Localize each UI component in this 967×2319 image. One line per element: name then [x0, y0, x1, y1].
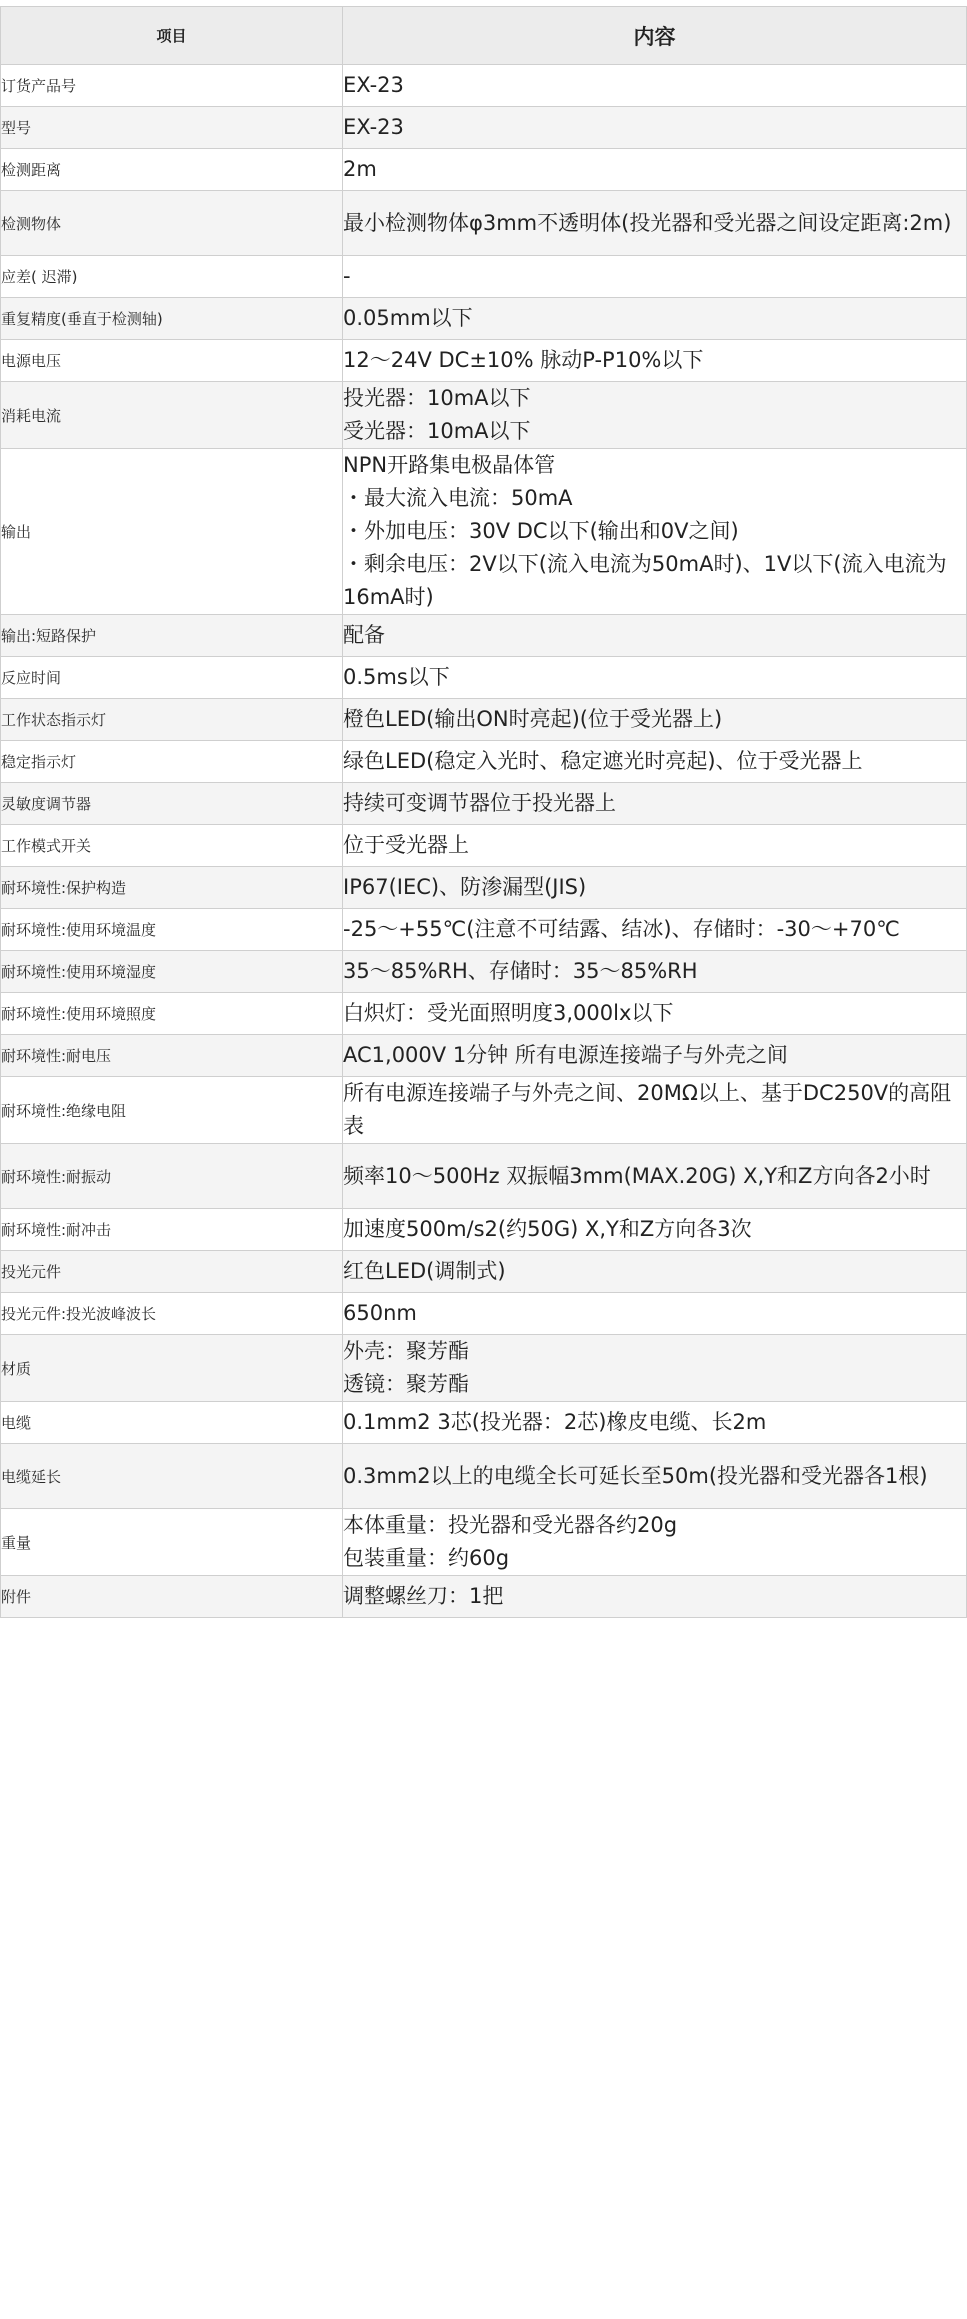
row-value-line: 35～85%RH、存储时：35～85%RH — [343, 959, 698, 983]
row-label: 工作模式开关 — [1, 825, 343, 867]
row-value — [343, 107, 967, 149]
table-row — [1, 1251, 967, 1293]
table-row — [1, 783, 967, 825]
row-value-line: ・剩余电压：2V以下(流入电流为50mA时)、1V以下(流入电流为16mA时) — [343, 552, 947, 609]
row-value — [343, 1293, 967, 1335]
table-row — [1, 1077, 967, 1144]
row-value — [343, 741, 967, 783]
row-value-line: 12～24V DC±10% 脉动P-P10%以下 — [343, 348, 704, 372]
row-value — [343, 449, 967, 615]
table-row — [1, 741, 967, 783]
row-value-line: ・最大流入电流：50mA — [343, 486, 573, 510]
table-row — [1, 382, 967, 449]
table-row — [1, 1402, 967, 1444]
row-label: 耐环境性:保护构造 — [1, 867, 343, 909]
row-label: 输出 — [1, 449, 343, 615]
table-row — [1, 449, 967, 615]
row-value — [343, 1077, 967, 1144]
row-value-line: 投光器：10mA以下 — [343, 386, 531, 410]
row-value — [343, 1509, 967, 1576]
row-label: 耐环境性:使用环境温度 — [1, 909, 343, 951]
row-value — [343, 699, 967, 741]
row-value-line: -25～+55℃(注意不可结露、结冰)、存储时：-30～+70℃ — [343, 917, 900, 941]
row-value-line: 0.1mm2 3芯(投光器：2芯)橡皮电缆、长2m — [343, 1410, 767, 1434]
row-label: 投光元件 — [1, 1251, 343, 1293]
row-value — [343, 993, 967, 1035]
row-label: 电源电压 — [1, 340, 343, 382]
table-row — [1, 1144, 967, 1209]
table-row — [1, 951, 967, 993]
row-value-line: 配备 — [343, 623, 385, 647]
row-value-line: EX-23 — [343, 73, 404, 97]
row-value-line: 所有电源连接端子与外壳之间、20MΩ以上、基于DC250V的高阻表 — [343, 1081, 952, 1138]
row-value-line: 本体重量：投光器和受光器各约20g — [343, 1513, 678, 1537]
row-value — [343, 1144, 967, 1209]
row-label: 检测物体 — [1, 191, 343, 256]
table-row — [1, 107, 967, 149]
row-value-line: 白炽灯：受光面照明度3,000lx以下 — [343, 1001, 674, 1025]
row-value — [343, 1335, 967, 1402]
row-value — [343, 615, 967, 657]
row-label: 灵敏度调节器 — [1, 783, 343, 825]
row-label: 重复精度(垂直于检测轴) — [1, 298, 343, 340]
row-value-line: 受光器：10mA以下 — [343, 419, 531, 443]
table-row — [1, 909, 967, 951]
row-value — [343, 340, 967, 382]
row-value — [343, 1251, 967, 1293]
table-row — [1, 1576, 967, 1618]
table-row — [1, 699, 967, 741]
row-label: 耐环境性:使用环境湿度 — [1, 951, 343, 993]
row-value-line: 加速度500m/s2(约50G) X,Y和Z方向各3次 — [343, 1217, 752, 1241]
header-item: 项目 — [1, 7, 343, 65]
row-label: 工作状态指示灯 — [1, 699, 343, 741]
row-value — [343, 149, 967, 191]
row-value-line: 持续可变调节器位于投光器上 — [343, 791, 616, 815]
row-value-line: 橙色LED(输出ON时亮起)(位于受光器上) — [343, 707, 723, 731]
row-value-line: 0.5ms以下 — [343, 665, 450, 689]
row-value-line: 频率10～500Hz 双振幅3mm(MAX.20G) X,Y和Z方向各2小时 — [343, 1163, 931, 1188]
row-label: 订货产品号 — [1, 65, 343, 107]
row-label: 电缆 — [1, 1402, 343, 1444]
table-body — [1, 65, 967, 1618]
row-value — [343, 298, 967, 340]
row-label: 投光元件:投光波峰波长 — [1, 1293, 343, 1335]
row-value-line: 红色LED(调制式) — [343, 1259, 506, 1283]
row-value-line: 0.05mm以下 — [343, 306, 473, 330]
row-value — [343, 825, 967, 867]
table-row — [1, 1035, 967, 1077]
row-label: 附件 — [1, 1576, 343, 1618]
row-value — [343, 65, 967, 107]
header-content: 内容 — [343, 7, 967, 65]
row-value-line: 0.3mm2以上的电缆全长可延长至50m(投光器和受光器各1根) — [343, 1463, 928, 1488]
row-label: 应差( 迟滞) — [1, 256, 343, 298]
row-value-line: EX-23 — [343, 115, 404, 139]
row-value — [343, 1444, 967, 1509]
row-value — [343, 256, 967, 298]
table-row — [1, 1209, 967, 1251]
table-row — [1, 256, 967, 298]
row-value-line: 包装重量：约60g — [343, 1546, 510, 1570]
row-label: 耐环境性:耐冲击 — [1, 1209, 343, 1251]
row-value — [343, 867, 967, 909]
row-value-line: 2m — [343, 157, 377, 181]
table-row — [1, 1293, 967, 1335]
row-value — [343, 382, 967, 449]
table-row — [1, 867, 967, 909]
row-value — [343, 1576, 967, 1618]
row-label: 耐环境性:绝缘电阻 — [1, 1077, 343, 1144]
row-value-line: 位于受光器上 — [343, 833, 469, 857]
row-label: 输出:短路保护 — [1, 615, 343, 657]
row-value — [343, 1035, 967, 1077]
table-header-row — [1, 7, 967, 65]
row-value-line: IP67(IEC)、防渗漏型(JIS) — [343, 875, 587, 899]
row-label: 耐环境性:使用环境照度 — [1, 993, 343, 1035]
spec-table — [0, 6, 967, 1618]
row-label: 材质 — [1, 1335, 343, 1402]
row-label: 电缆延长 — [1, 1444, 343, 1509]
row-label: 重量 — [1, 1509, 343, 1576]
row-value — [343, 191, 967, 256]
row-value-line: 最小检测物体φ3mm不透明体(投光器和受光器之间设定距离:2m) — [343, 210, 952, 235]
table-row — [1, 1335, 967, 1402]
row-value — [343, 1402, 967, 1444]
table-row — [1, 657, 967, 699]
row-value-line: 绿色LED(稳定入光时、稳定遮光时亮起)、位于受光器上 — [343, 749, 863, 773]
table-row — [1, 1444, 967, 1509]
table-row — [1, 298, 967, 340]
table-row — [1, 191, 967, 256]
table-row — [1, 340, 967, 382]
row-value — [343, 909, 967, 951]
row-label: 稳定指示灯 — [1, 741, 343, 783]
row-value-line: NPN开路集电极晶体管 — [343, 453, 556, 477]
table-row — [1, 149, 967, 191]
row-label: 消耗电流 — [1, 382, 343, 449]
row-value — [343, 783, 967, 825]
row-value-line: - — [343, 264, 351, 288]
spec-page — [0, 6, 967, 2319]
table-row — [1, 615, 967, 657]
table-row — [1, 1509, 967, 1576]
row-value — [343, 951, 967, 993]
table-row — [1, 65, 967, 107]
row-label: 检测距离 — [1, 149, 343, 191]
row-value — [343, 657, 967, 699]
row-label: 反应时间 — [1, 657, 343, 699]
row-value-line: 调整螺丝刀：1把 — [343, 1584, 504, 1608]
row-label: 耐环境性:耐电压 — [1, 1035, 343, 1077]
row-value — [343, 1209, 967, 1251]
table-row — [1, 993, 967, 1035]
row-value-line: 650nm — [343, 1301, 417, 1325]
row-value-line: 外壳：聚芳酯 — [343, 1339, 469, 1363]
row-value-line: AC1,000V 1分钟 所有电源连接端子与外壳之间 — [343, 1043, 788, 1067]
row-value-line: ・外加电压：30V DC以下(输出和0V之间) — [343, 519, 739, 543]
row-label: 型号 — [1, 107, 343, 149]
row-value-line: 透镜：聚芳酯 — [343, 1372, 469, 1396]
table-row — [1, 825, 967, 867]
row-label: 耐环境性:耐振动 — [1, 1144, 343, 1209]
